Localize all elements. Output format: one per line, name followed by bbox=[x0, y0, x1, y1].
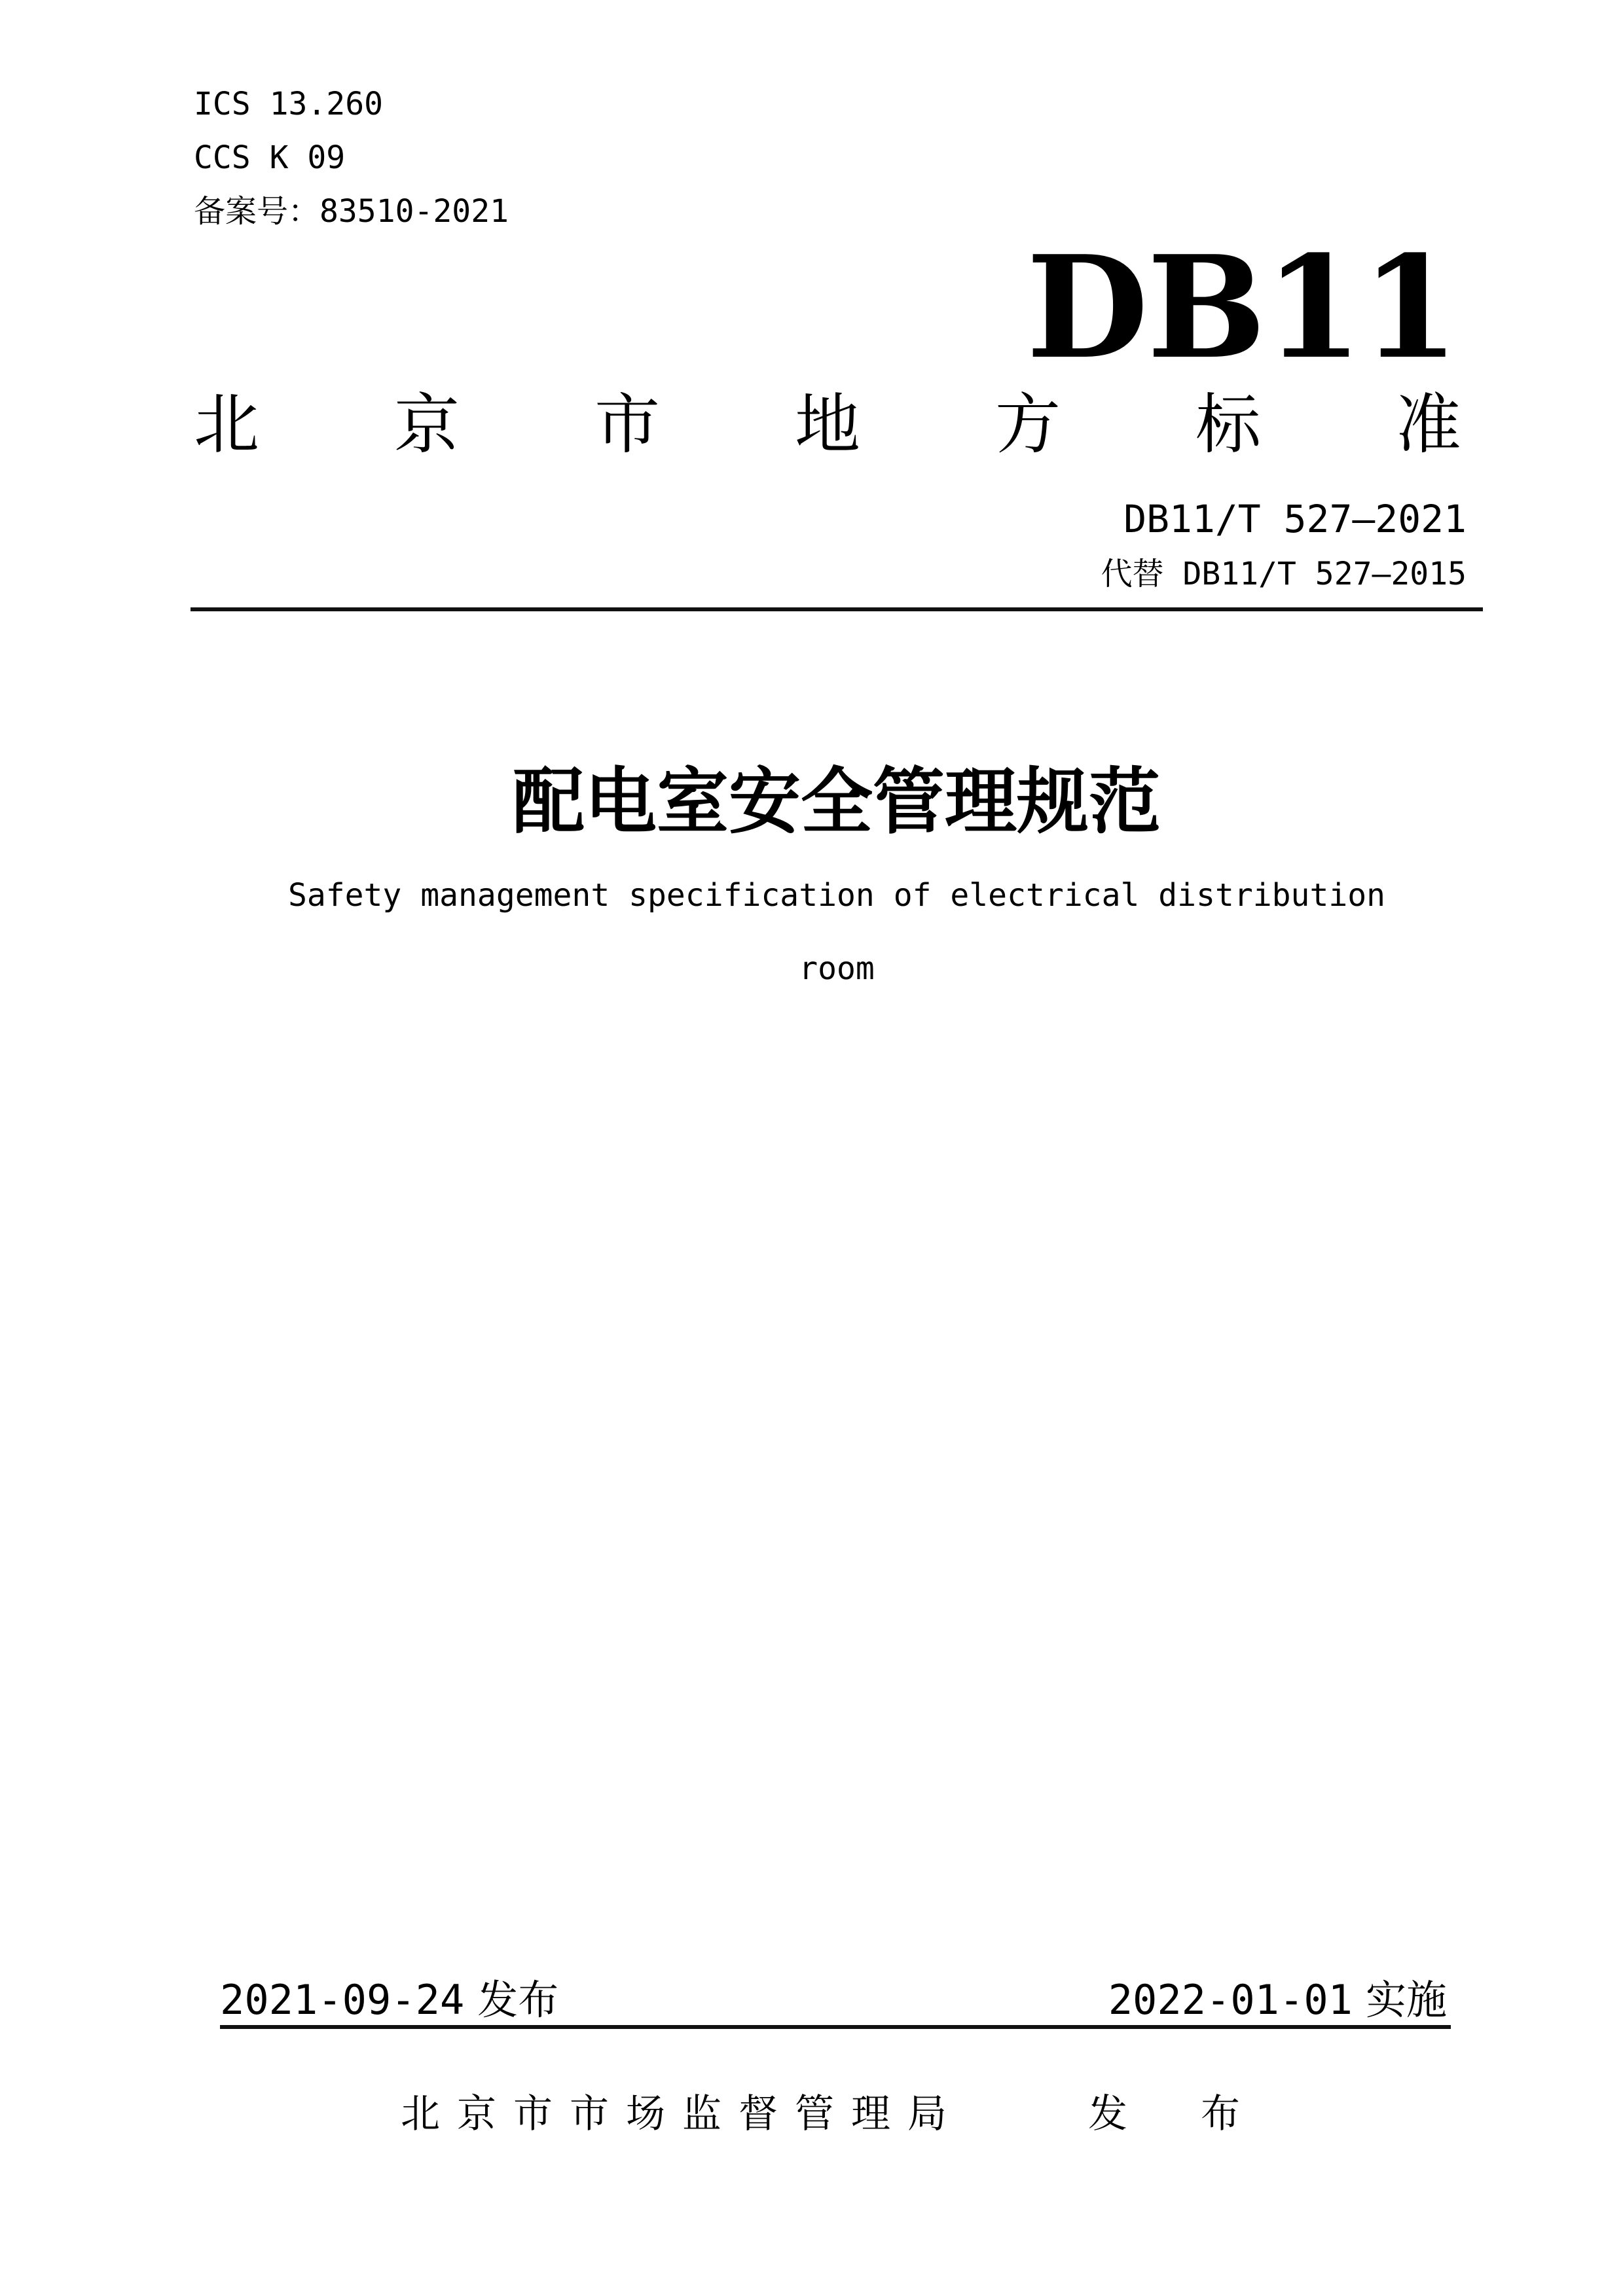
document-title-cn: 配电室安全管理规范 bbox=[513, 762, 1161, 842]
issue-label: 发布 bbox=[477, 1978, 559, 2023]
footer-rule bbox=[220, 2025, 1451, 2029]
publisher-name: 北京市市场监督管理局 bbox=[401, 2092, 964, 2136]
ccs-code: CCS K 09 bbox=[194, 139, 346, 176]
implement-date: 2022-01-01 bbox=[1108, 1976, 1353, 2024]
standard-type-char: 准 bbox=[1396, 388, 1461, 461]
standard-type-char: 市 bbox=[594, 388, 660, 461]
standard-type-title bbox=[194, 387, 1461, 463]
supersedes-note: 代替 DB11/T 527—2015 bbox=[1101, 556, 1467, 592]
issue-date-line bbox=[220, 1978, 558, 2023]
header-rule bbox=[191, 607, 1483, 611]
meta-block bbox=[194, 77, 509, 238]
issue-date: 2021-09-24 bbox=[220, 1976, 465, 2024]
document-title-en-line1: Safety management specification of electrical distribution bbox=[287, 877, 1386, 914]
ics-code: ICS 13.260 bbox=[194, 86, 383, 122]
record-number: 备案号：83510-2021 bbox=[194, 193, 509, 230]
standard-type-char: 北 bbox=[194, 388, 259, 461]
standard-type-char: 标 bbox=[1195, 388, 1261, 461]
publisher-line bbox=[401, 2090, 1257, 2138]
standard-type-char: 地 bbox=[795, 388, 860, 461]
implement-label: 实施 bbox=[1365, 1978, 1447, 2023]
standard-type-char: 方 bbox=[995, 388, 1061, 461]
publish-label: 发 布 bbox=[1088, 2092, 1257, 2136]
implement-date-line bbox=[1108, 1978, 1447, 2023]
standard-number: DB11/T 527—2021 bbox=[1123, 497, 1467, 541]
document-title-en-line2: room bbox=[799, 950, 875, 987]
standard-type-char: 京 bbox=[394, 388, 460, 461]
db11-logo: DB11 bbox=[1026, 224, 1458, 390]
